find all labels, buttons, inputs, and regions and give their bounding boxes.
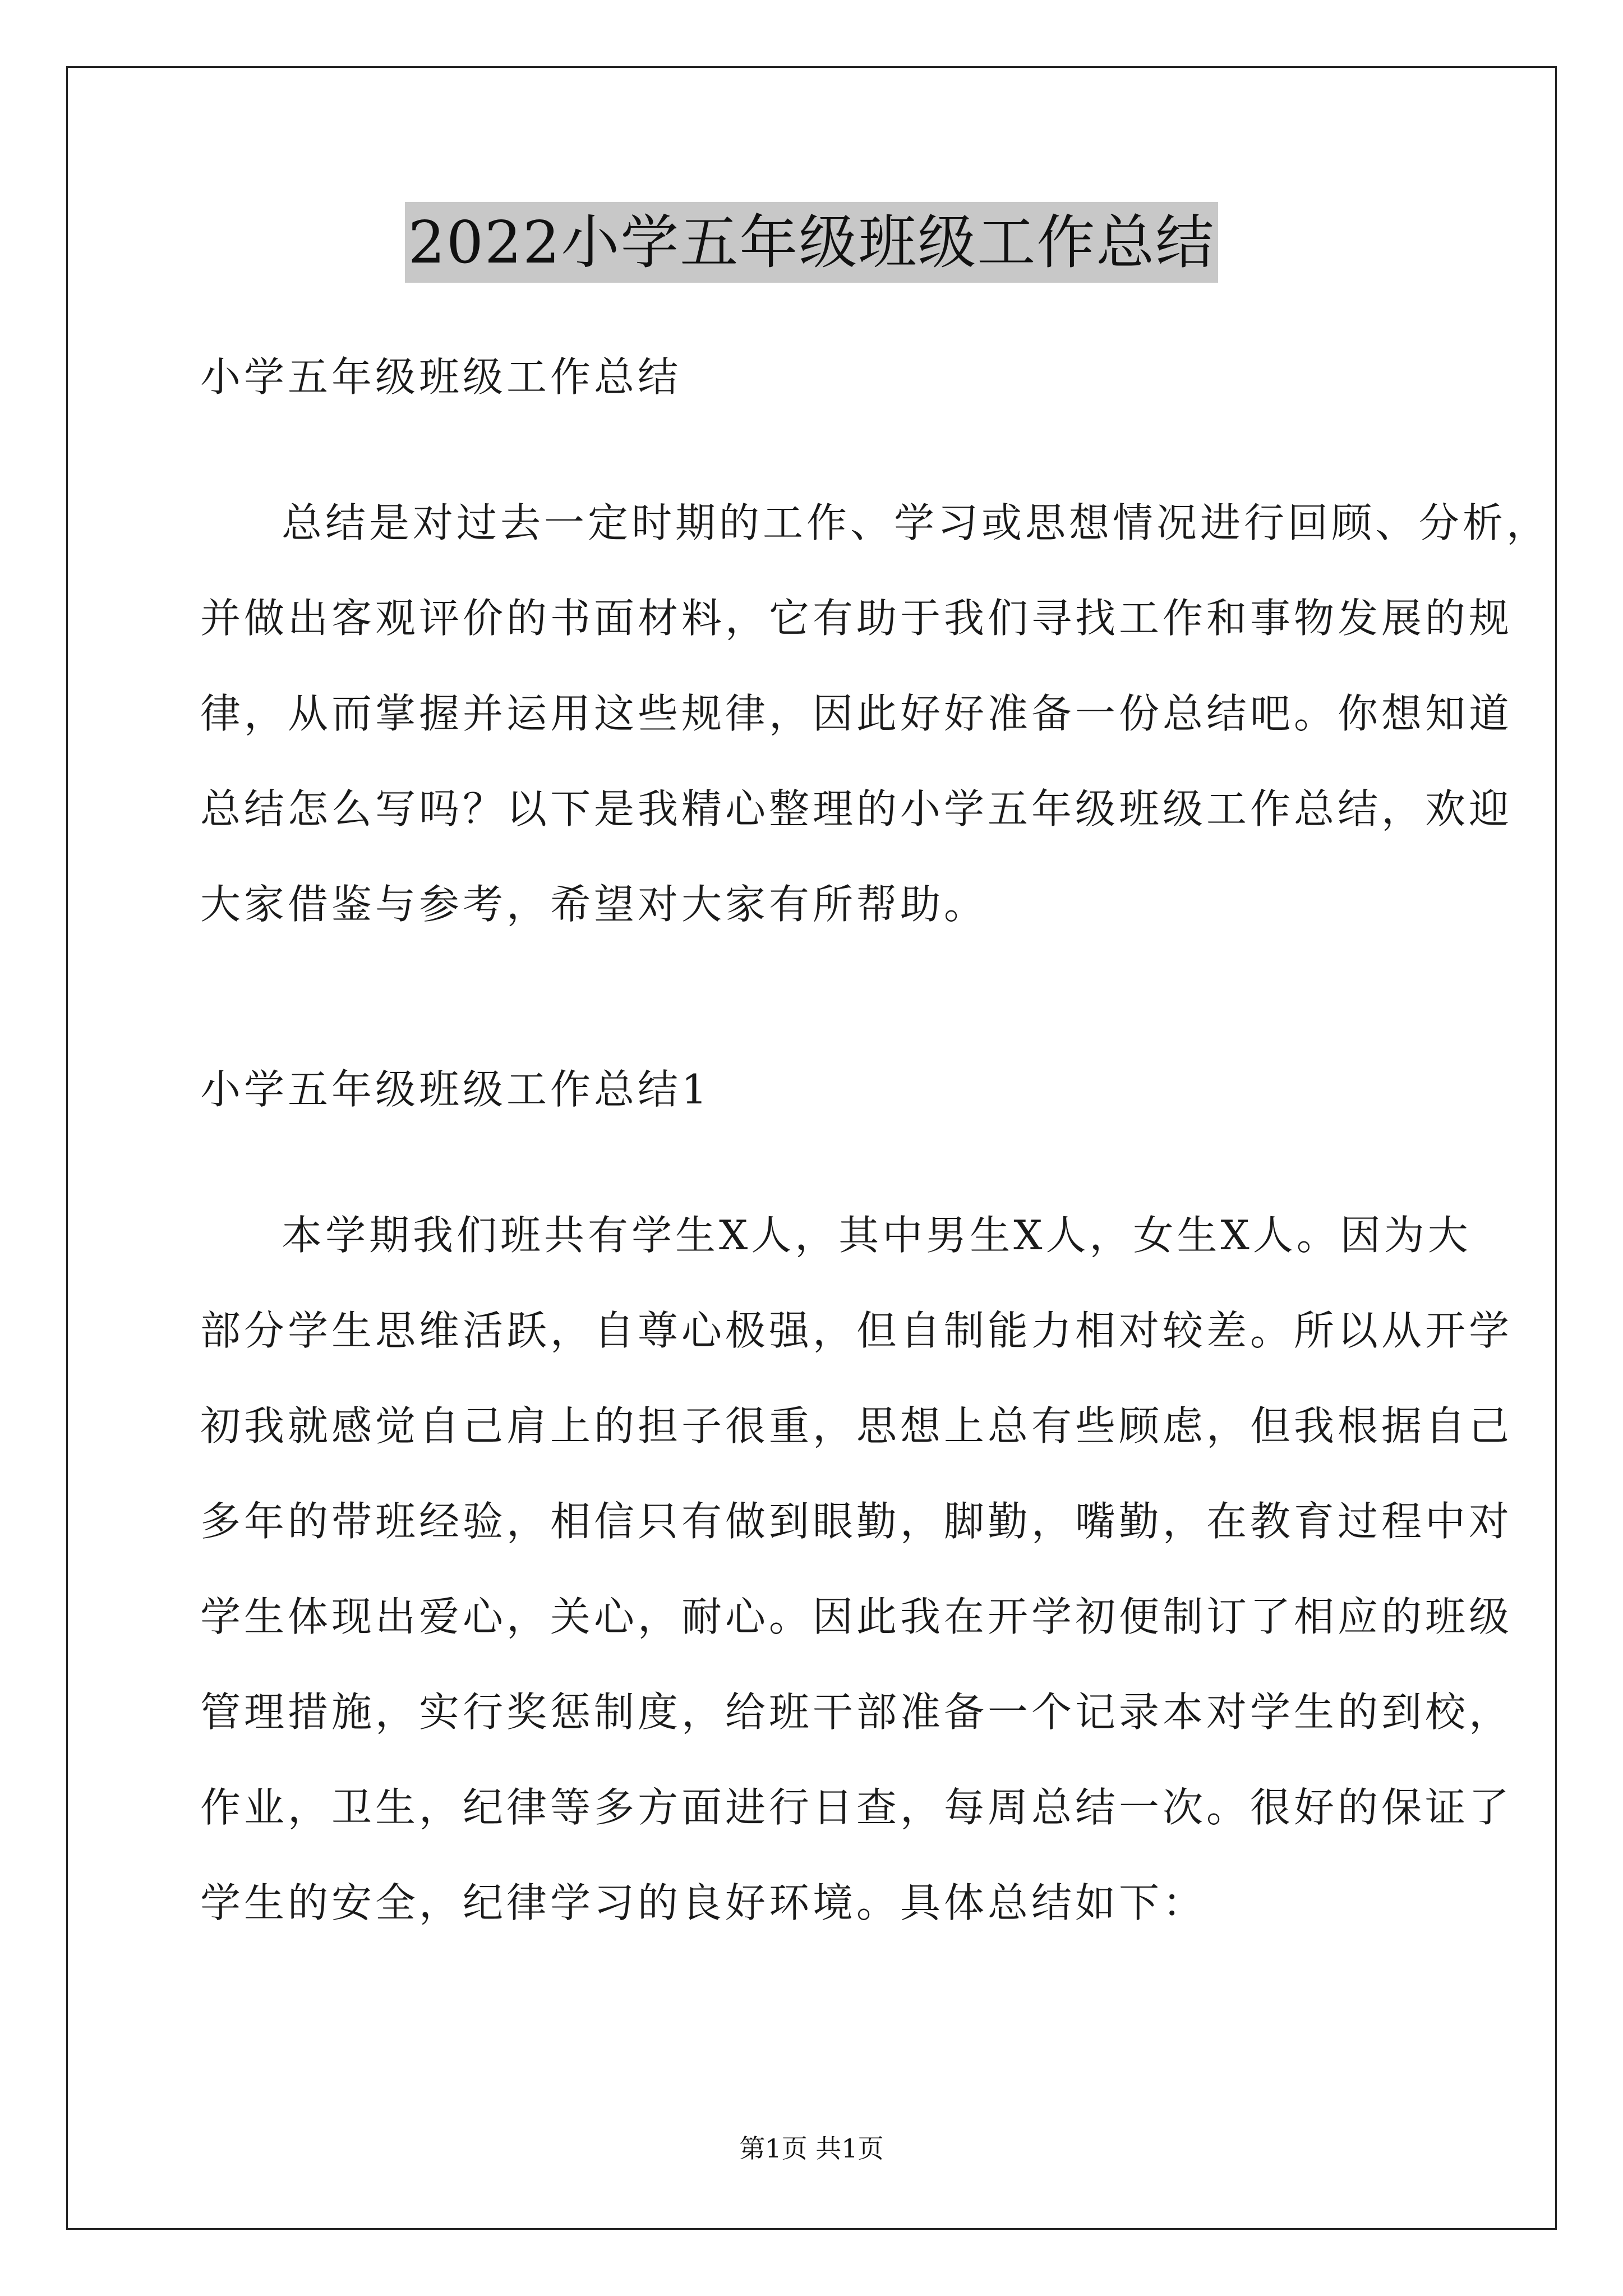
subheading: 小学五年级班级工作总结1	[200, 1066, 711, 1113]
paragraph-line: 作业，卫生，纪律等多方面进行日查，每周总结一次。很好的保证了	[200, 1784, 1513, 1831]
title-container	[0, 202, 1623, 283]
document-title: 2022小学五年级班级工作总结	[405, 202, 1219, 283]
paragraph-line: 总结怎么写吗？以下是我精心整理的小学五年级班级工作总结，欢迎	[200, 785, 1513, 832]
paragraph-line: 管理措施，实行奖惩制度，给班干部准备一个记录本对学生的到校，	[200, 1688, 1513, 1736]
page-footer: 第1页 共1页	[739, 2133, 884, 2164]
paragraph-line: 学生的安全，纪律学习的良好环境。具体总结如下：	[200, 1879, 1207, 1926]
paragraph-line: 多年的带班经验，相信只有做到眼勤，脚勤，嘴勤，在教育过程中对	[200, 1498, 1513, 1545]
paragraph-line: 大家借鉴与参考，希望对大家有所帮助。	[200, 881, 988, 928]
paragraph-line: 总结是对过去一定时期的工作、学习或思想情况进行回顾、分析，	[282, 499, 1551, 546]
paragraph-line: 律，从而掌握并运用这些规律，因此好好准备一份总结吧。你想知道	[200, 690, 1513, 737]
paragraph-line: 初我就感觉自己肩上的担子很重，思想上总有些顾虑，但我根据自己	[200, 1402, 1513, 1450]
paragraph-line: 并做出客观评价的书面材料，它有助于我们寻找工作和事物发展的规	[200, 595, 1513, 642]
paragraph-line: 学生体现出爱心，关心，耐心。因此我在开学初便制订了相应的班级	[200, 1593, 1513, 1640]
paragraph-line: 本学期我们班共有学生X人，其中男生X人，女生X人。因为大	[282, 1212, 1472, 1259]
paragraph-line: 部分学生思维活跃，自尊心极强，但自制能力相对较差。所以从开学	[200, 1307, 1513, 1354]
subheading: 小学五年级班级工作总结	[200, 353, 682, 401]
